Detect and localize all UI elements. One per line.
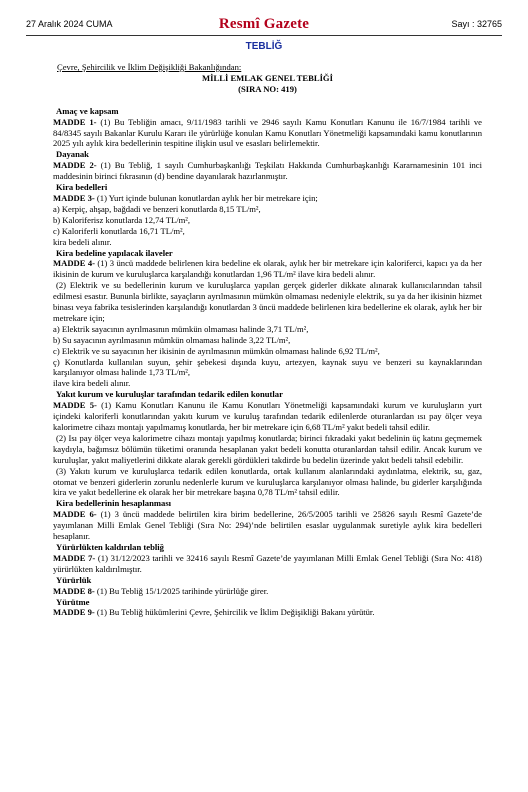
list-item: b) Kaloriferisz konutlarda 12,74 TL/m², [53,214,191,225]
article-1 [53,117,482,150]
article-label: MADDE 9- [53,607,95,618]
section-heading: Amaç ve kapsam [56,105,119,116]
regulation-title: MİLLİ EMLAK GENEL TEBLİĞİ [202,72,333,83]
document-body [53,62,482,618]
article-2 [53,160,482,182]
article-label: MADDE 3- [53,192,95,203]
issuing-ministry: Çevre, Şehircilik ve İklim Değişikliği Bakanlığından: [57,62,242,72]
page-header [26,16,502,34]
section-heading: Kira bedelleri [56,182,108,193]
article-text: (1) Bu Tebliğin amacı, 9/11/1983 tarihli ve 2946 sayılı Kamu Konutları Kanunu ile 16/7/1984 tarihli ve 84/8345 sayılı Bakanlar Kurulu Kararı ile yürürlüğe konulan Kamu Konutları Yönetmeliği kapsamındaki kamu konutlarının 2025 yılı aylık kira bedellerinin tespitine ilişkin usul ve esasları belirlemektir. [53,116,482,149]
article-5 [53,400,482,433]
list-item: c) Kaloriferli konutlarda 16,71 TL/m², [53,225,185,236]
article-text: (1) Bu Tebliğ hükümlerini Çevre, Şehircilik ve İklim Değişikliği Bakanı yürütür. [94,607,375,618]
article-6 [53,509,482,542]
article-text: (1) Kamu Konutları Kanunu ile Kamu Konutları Yönetmeliği kapsamındaki kurum ve kuruluşların yurt içindeki kaloriferli konutlarından yakıtı kurum ve kuruluş tarafından tedarik edilenlerde oturanlardan ısı pay ölçer veya kalorimetre cihazı montajı yapılmamış konutlarda, her bir metrekare için 6,68 TL/m² yakıt bedeli tahsil edilir. [53,400,482,432]
article-label: MADDE 7- [53,552,96,563]
article-text: (1) 31/12/2023 tarihli ve 32416 sayılı Resmî Gazete’de yayımlanan Milli Emlak Genel Tebliği (Sıra No: 418) yürürlükten kaldırılmıştır. [53,552,482,574]
list-item: ç) Konutlarda kullanılan suyun, şehir şebekesi dışında kuyu, artezyen, kaynak suyu ve benzeri su kaynaklarından karşılanıyor olması halinde 1,73 TL/m², [53,356,482,378]
paragraph: (3) Yakıtı kurum ve kuruluşlarca tedarik edilen konutlarda, ortak kullanım alanlarındaki aydınlatma, elektrik, su, gaz, otomat ve benzeri giderlerin zorunlu nedenlerle kurum ve kuruluşlarca karşılanıyor olması halinde, bu giderler karşılığında kira ve yakıt bedellerine ek olarak her bir metrekare başına 0,78 TL/m² tahsil edilir. [53,465,482,498]
article-4 [53,258,482,280]
paragraph: (2) Isı pay ölçer veya kalorimetre cihazı montajı yapılmış konutlarda; birinci fıkradaki yakıt bedelinin üç katını geçmemek kaydıyla, bağımsız bölümün tüketimi oranında hesaplanan yakıt bedeli konutta oturanlardan tahsil edilir. Ancak kurum ve kuruluşlar, yakıt maliyetlerini dikkate alarak gerekli gördükleri takdirde bu bedelin üzerinde yakıt bedeli tahsil edebilir. [53,432,482,465]
section-heading: Dayanak [56,149,89,160]
article-label: MADDE 5- [53,400,97,411]
list-item: b) Su sayacının ayrılmasının mümkün olmaması halinde 3,22 TL/m², [53,334,291,345]
article-label: MADDE 6- [53,509,97,520]
section-heading: Yürürlükten kaldırılan tebliğ [56,541,164,552]
article-7 [53,553,482,575]
article-label: MADDE 1- [53,116,97,127]
article-text: (1) Bu Tebliğ, 1 sayılı Cumhurbaşkanlığı Teşkilatı Hakkında Cumhurbaşkanlığı Kararnamesinin 101 inci maddesinin birinci fıkrasının (d) bendine dayanılarak hazırlanmıştır. [53,160,482,182]
article-3 [53,193,482,204]
document-type: TEBLİĞ [245,41,283,52]
list-item: a) Kerpiç, ahşap, bağdadi ve benzeri konutlarda 8,15 TL/m², [53,203,261,214]
section-heading: Kira bedellerinin hesaplanması [56,498,172,509]
article-label: MADDE 8- [53,585,95,596]
article-label: MADDE 4- [53,258,96,269]
list-item: ilave kira bedeli alınır. [53,378,131,389]
article-text: (1) 3 üncü maddede belirtilen kira birim bedellerine, 26/5/2005 tarihli ve 25826 sayılı Resmî Gazete’de yayımlanan Milli Emlak Genel Tebliği (Sıra No: 294)’nde belirtilen esaslar uygulanmak suretiyle aylık kira bedelleri hesaplanır. [53,509,482,542]
list-item: kira bedeli alınır. [53,236,112,247]
section-heading: Yürütme [56,596,90,607]
section-heading: Yakıt kurum ve kuruluşlar tarafından tedarik edilen konutlar [56,389,283,400]
header-divider [26,35,502,36]
article-text: (1) Bu Tebliğ 15/1/2025 tarihinde yürürlüğe girer. [94,585,269,596]
article-text: (1) 3 üncü maddede belirlenen kira bedeline ek olarak, aylık her bir metrekare için kaloriferci, kapıcı ya da her ikisinin de kurum ve kuruluşlarca karşılandığı konutlardan 1,96 TL/m² ilave kira bedeli alınır. [53,258,482,280]
header-date: 27 Aralık 2024 CUMA [26,19,113,29]
article-9 [53,607,482,618]
section-heading: Yürürlük [56,574,92,585]
issue-number: Sayı : 32765 [451,19,502,29]
article-8 [53,586,482,597]
gazette-title: Resmî Gazete [218,16,310,32]
article-label: MADDE 2- [53,160,97,171]
list-item: a) Elektrik sayacının ayrılmasının mümkün olmaması halinde 3,71 TL/m², [53,323,309,334]
regulation-number: (SIRA NO: 419) [238,83,297,94]
article-text: (1) Yurt içinde bulunan konutlardan aylık her bir metrekare için; [94,192,318,203]
paragraph: (2) Elektrik ve su bedellerinin kurum ve kuruluşlarca yapılan gerçek giderler dikkate alınarak kullanıcılarından tahsil edilmesi esastır. Bununla birlikte, sayaçların ayrılmasının mümkün olmaması nedeniyle elektrik, su ya da her ikisinin hizmet binası veya fabrika tesislerinden karşılandığı konutlardan 3 üncü maddede belirlenen kira bedellerine ek olarak, aylık her bir metrekare için; [53,280,482,323]
list-item: c) Elektrik ve su sayacının her ikisinin de ayrılmasının mümkün olmaması halinde 6,92 TL/m², [53,345,380,356]
section-heading: Kira bedeline yapılacak ilaveler [56,247,173,258]
